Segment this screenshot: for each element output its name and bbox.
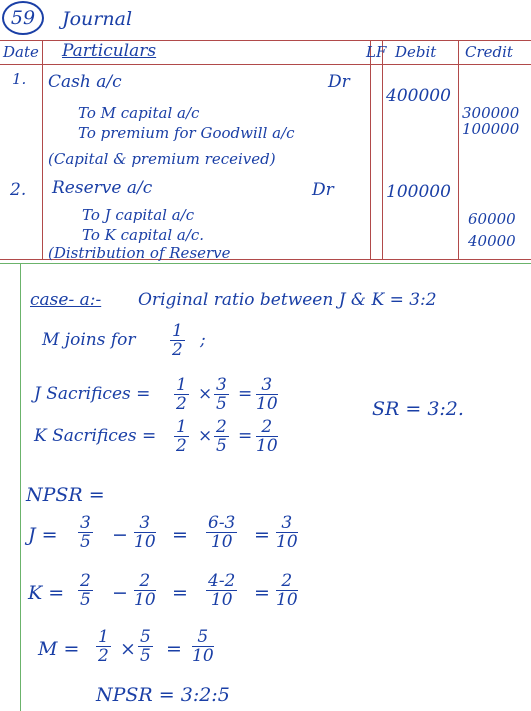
times-sign: × [198,384,213,404]
entry-1-dr: Dr [328,72,350,92]
entry-2-credit-2: 40000 [468,232,516,250]
entry-1-date: 1. [12,70,27,88]
entry-2-debit: 100000 [386,182,451,202]
m-npsr-result: $\frac{5}{10}$ [192,627,214,666]
equals-sign: = [254,524,270,546]
date-column-divider [42,40,43,259]
equals-sign: = [166,638,182,660]
equals-sign: = [238,384,253,404]
times-sign: × [198,426,213,446]
npsr-final: NPSR = 3:2:5 [96,684,230,706]
green-separator [0,263,531,264]
k-npsr-label: K = [28,582,65,604]
j-sacrifice-a: $\frac{1}{2}$ [176,375,187,414]
header-credit: Credit [465,43,513,61]
j-npsr-a: $\frac{3}{5}$ [80,513,91,552]
k-npsr-result: $\frac{2}{10}$ [276,571,298,610]
m-npsr-label: M = [38,638,80,660]
entry-1-credit-2: 100000 [462,120,520,138]
entry-1-line-2: To M capital a/c [78,104,200,122]
entry-1-credit-1: 300000 [462,104,520,122]
entry-1-line-3: To premium for Goodwill a/c [78,124,295,142]
j-sacrifice-result: $\frac{3}{10}$ [256,375,278,414]
k-sacrifice-result: $\frac{2}{10}$ [256,417,278,456]
margin-line [20,263,21,711]
page-number: 59 [2,1,44,35]
m-joins-fraction: $\frac{1}{2}$ [172,321,183,360]
entry-2-line-3: To K capital a/c. [82,226,205,244]
j-sacrifice-b: $\frac{3}{5}$ [216,375,227,414]
j-npsr-c: $\frac{6-3}{10}$ [208,513,236,552]
entry-2-narration: (Distribution of Reserve [48,244,231,262]
header-lf: LF [366,43,387,61]
j-npsr-b: $\frac{3}{10}$ [134,513,156,552]
header-particulars: Particulars [62,41,157,61]
equals-sign: = [254,582,270,604]
j-sacrifice-label: J Sacrifices = [34,384,151,404]
header-bottom-line [0,64,531,65]
equals-sign: = [172,524,188,546]
k-npsr-a: $\frac{2}{5}$ [80,571,91,610]
m-npsr-a: $\frac{1}{2}$ [98,627,109,666]
credit-column-divider [458,40,459,259]
entry-1-narration: (Capital & premium received) [48,150,276,168]
debit-column-divider [382,40,383,259]
entry-2-dr: Dr [312,180,334,200]
k-sacrifice-label: K Sacrifices = [34,426,157,446]
m-joins-text: M joins for [42,330,136,350]
header-date: Date [3,43,39,61]
entry-1-debit: 400000 [386,86,451,106]
k-npsr-b: $\frac{2}{10}$ [134,571,156,610]
case-heading: case- a:- [30,290,102,310]
entry-2-line-2: To J capital a/c [82,206,195,224]
entry-1-line-1: Cash a/c [48,72,122,92]
j-npsr-result: $\frac{3}{10}$ [276,513,298,552]
case-text: Original ratio between J & K = 3:2 [138,290,437,310]
k-sacrifice-a: $\frac{1}{2}$ [176,417,187,456]
entry-2-line-1: Reserve a/c [52,178,153,198]
equals-sign: = [172,582,188,604]
minus-sign: − [112,524,128,546]
entry-2-credit-1: 60000 [468,210,516,228]
minus-sign: − [112,582,128,604]
entry-2-date: 2. [10,180,27,200]
m-npsr-b: $\frac{5}{5}$ [140,627,151,666]
k-npsr-c: $\frac{4-2}{10}$ [208,571,236,610]
sacrifice-ratio: SR = 3:2. [372,398,464,420]
times-sign: × [120,638,136,660]
page-title: Journal [62,8,133,30]
j-npsr-label: J = [28,524,58,546]
header-debit: Debit [395,43,437,61]
k-sacrifice-b: $\frac{2}{5}$ [216,417,227,456]
m-joins-end: ; [200,330,206,350]
lf-column-divider [370,40,371,259]
equals-sign: = [238,426,253,446]
npsr-heading: NPSR = [26,484,105,506]
